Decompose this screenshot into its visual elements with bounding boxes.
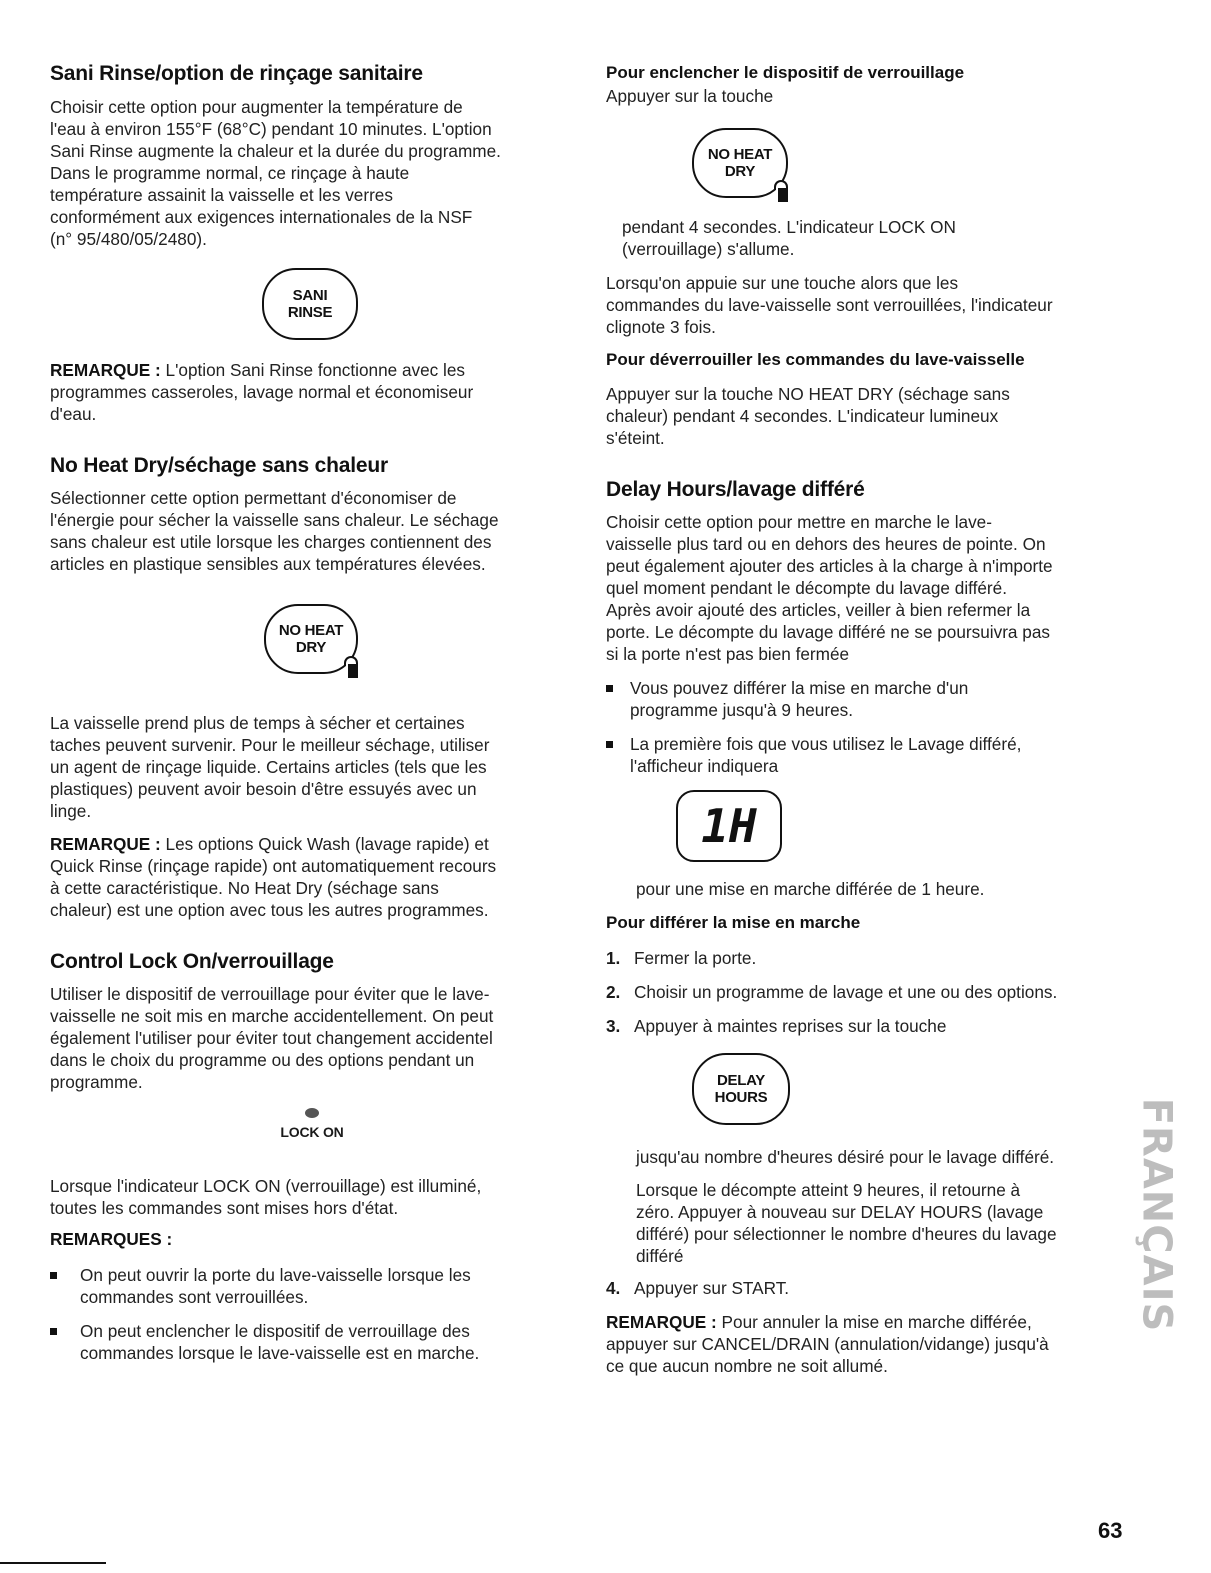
text-line: Pour annuler la mise en marche différée, (716, 1312, 1032, 1332)
engage-lock-blink-note (606, 272, 1053, 338)
text-line: également l'utiliser pour éviter tout changement accidentel (50, 1028, 493, 1048)
bullet-icon (606, 741, 613, 748)
list-item (606, 677, 1136, 723)
text-line: clignote 3 fois. (606, 317, 716, 337)
text-line: Sélectionner cette option permettant d'économiser de (50, 488, 457, 508)
text-line: sans chaleur est utile lorsque les charges contiennent des (50, 532, 492, 552)
language-label: FRANÇAIS (1133, 1097, 1179, 1333)
text-line: Sani Rinse augmente la chaleur et la durée du programme. (50, 141, 501, 161)
indicator-light-icon (305, 1108, 319, 1118)
text-line: s'éteint. (606, 428, 665, 448)
text-line: pendant 4 secondes. L'indicateur LOCK ON (622, 217, 956, 237)
list-item (50, 1264, 570, 1310)
text-line: conformément aux exigences internationales de la NSF (50, 207, 473, 227)
text-line: l'énergie pour sécher la vaisselle sans chaleur. Le séchage (50, 510, 499, 530)
text-line: quel moment pendant le décompte du lavage différé. (606, 578, 1007, 598)
text-line: dans le choix du programme ou des options pendant un (50, 1050, 475, 1070)
delay-hours-paragraph (606, 511, 1053, 665)
note-label: REMARQUE : (50, 834, 161, 854)
step-number: 3. (606, 1016, 621, 1036)
text-line: Fermer la porte. (634, 948, 757, 968)
list-item (606, 1015, 1136, 1037)
text-line: commandes lorsque le lave-vaisselle est en marche. (80, 1343, 480, 1363)
bottom-rule (0, 1562, 106, 1564)
text-line: porte. Le décompte du lavage différé ne se poursuivra pas (606, 622, 1050, 642)
note-label: REMARQUES : (50, 1229, 173, 1249)
text-line: chaleur) pendant 4 secondes. L'indicateur lumineux (606, 406, 999, 426)
text-line: différé) pour sélectionner le nombre d'heures du lavage (636, 1224, 1057, 1244)
text-line: ce que aucun nombre ne soit allumé. (606, 1356, 888, 1376)
text-line: Choisir cette option pour mettre en marche le lave- (606, 512, 992, 532)
no-heat-dry-note (50, 833, 496, 921)
no-heat-dry-paragraph-2 (50, 712, 489, 822)
remarques-label (50, 1229, 172, 1250)
text-line: peut également ajouter des articles à la charge à n'importe (606, 556, 1053, 576)
text-line: d'eau. (50, 404, 97, 424)
text-line: un agent de rinçage liquide. Certains articles (tels que les (50, 757, 487, 777)
engage-lock-subheading: Pour enclencher le dispositif de verrouillage (606, 63, 965, 82)
text-line: On peut ouvrir la porte du lave-vaisselle lorsque les (80, 1265, 471, 1285)
text-line: commandes sont verrouillées. (80, 1287, 309, 1307)
button-label: HOURS (714, 1089, 768, 1106)
text-line: commandes du lave-vaisselle sont verrouillées, l'indicateur (606, 295, 1053, 315)
unlock-subheading: Pour déverrouiller les commandes du lave-vaisselle (606, 350, 1025, 369)
control-lock-paragraph-2 (50, 1175, 481, 1219)
button-label: SANI (292, 287, 328, 304)
text-line: à cette caractéristique. No Heat Dry (séchage sans (50, 878, 439, 898)
unlock-paragraph (606, 383, 1010, 449)
text-line: Utiliser le dispositif de verrouillage pour éviter que le lave- (50, 984, 490, 1004)
text-line: Les options Quick Wash (lavage rapide) et (160, 834, 489, 854)
note-label: REMARQUE : (50, 360, 161, 380)
text-line: Lorsque l'indicateur LOCK ON (verrouillage) est illuminé, (50, 1176, 482, 1196)
text-line: (n° 95/480/05/2480). (50, 229, 207, 249)
delay-hours-note (606, 1311, 1049, 1377)
display-readout: 1H (701, 799, 757, 853)
text-line: La première fois que vous utilisez le Lavage différé, (630, 734, 1022, 754)
button-label: NO HEAT (278, 622, 344, 639)
text-line: Choisir cette option pour augmenter la température de (50, 97, 463, 117)
step3-result: jusqu'au nombre d'heures désiré pour le lavage différé. (636, 1147, 1055, 1167)
text-line: différé (636, 1246, 684, 1266)
text-line: zéro. Appuyer à nouveau sur DELAY HOURS (lavage (636, 1202, 1044, 1222)
text-line: si la porte n'est pas bien fermée (606, 644, 850, 664)
text-line: Quick Rinse (rinçage rapide) ont automatiquement recours (50, 856, 497, 876)
text-line: Lorsqu'on appuie sur une touche alors que les (606, 273, 959, 293)
text-line: articles en plastique sensibles aux températures élevées. (50, 554, 486, 574)
text-line: température assainit la vaisselle et les verres (50, 185, 393, 205)
delay-display-illustration (676, 790, 782, 862)
no-heat-dry-button-illustration (264, 604, 358, 674)
text-line: programme. (50, 1072, 143, 1092)
step-number: 2. (606, 982, 621, 1002)
text-line: taches peuvent survenir. Pour le meilleur séchage, utiliser (50, 735, 490, 755)
text-line: Lorsque le décompte atteint 9 heures, il retourne à (636, 1180, 1021, 1200)
button-label: NO HEAT (707, 146, 773, 163)
text-line: Appuyer à maintes reprises sur la touche (634, 1016, 947, 1036)
lock-icon-body (348, 664, 358, 678)
page-number: 63 (1098, 1518, 1123, 1543)
text-line: programmes casseroles, lavage normal et économiseur (50, 382, 474, 402)
text-line: L'option Sani Rinse fonctionne avec les (160, 360, 466, 380)
display-explanation: pour une mise en marche différée de 1 heure. (636, 879, 985, 899)
list-item (50, 1320, 570, 1366)
text-line: Vous pouvez différer la mise en marche d'un (630, 678, 969, 698)
button-label: DRY (295, 639, 327, 656)
text-line: chaleur) est une option avec tous les autres programmes. (50, 900, 489, 920)
button-label: DELAY (717, 1072, 765, 1089)
sani-rinse-paragraph (50, 96, 501, 250)
text-line: Choisir un programme de lavage et une ou des options. (634, 982, 1058, 1002)
text-line: toutes les commandes sont mises hors d'état. (50, 1198, 399, 1218)
text-line: plastiques) peuvent avoir besoin d'être essuyés avec un (50, 779, 477, 799)
list-item (606, 981, 1136, 1003)
text-line: (verrouillage) s'allume. (622, 239, 795, 259)
text-line: vaisselle ne soit mis en marche accidentellement. On peut (50, 1006, 494, 1026)
list-item (606, 1277, 1136, 1299)
text-line: linge. (50, 801, 92, 821)
step-number: 1. (606, 948, 621, 968)
text-line: programme jusqu'à 9 heures. (630, 700, 854, 720)
sani-rinse-button-illustration (262, 268, 358, 340)
sani-rinse-note (50, 359, 473, 425)
lock-icon-body (778, 188, 788, 202)
delay-hours-heading: Delay Hours/lavage différé (606, 478, 865, 501)
text-line: vaisselle plus tard ou en dehors des heures de pointe. On (606, 534, 1046, 554)
language-side-tab (1131, 1078, 1181, 1352)
text-line: l'afficheur indiquera (630, 756, 779, 776)
text-line: Après avoir ajouté des articles, veiller à bien refermer la (606, 600, 1031, 620)
text-line: La vaisselle prend plus de temps à sécher et certaines (50, 713, 465, 733)
delay-hours-button-illustration (692, 1053, 790, 1125)
step-number: 4. (606, 1278, 621, 1298)
lock-on-indicator (272, 1108, 352, 1140)
sani-rinse-heading: Sani Rinse/option de rinçage sanitaire (50, 62, 423, 85)
delay-steps-subheading: Pour différer la mise en marche (606, 913, 861, 932)
step3-detail (636, 1179, 1057, 1267)
button-label: DRY (724, 163, 756, 180)
bullet-icon (50, 1328, 57, 1335)
control-lock-paragraph (50, 983, 493, 1093)
no-heat-dry-button-illustration (692, 128, 788, 198)
engage-lock-instruction: Appuyer sur la touche (606, 86, 774, 106)
list-item (606, 733, 1136, 779)
list-item (606, 947, 1136, 969)
text-line: l'eau à environ 155°F (68°C) pendant 10 minutes. L'option (50, 119, 492, 139)
engage-lock-result (622, 216, 956, 260)
text-line: On peut enclencher le dispositif de verrouillage des (80, 1321, 470, 1341)
control-lock-heading: Control Lock On/verrouillage (50, 950, 334, 973)
text-line: Appuyer sur START. (634, 1278, 790, 1298)
no-heat-dry-heading: No Heat Dry/séchage sans chaleur (50, 454, 388, 477)
indicator-label: LOCK ON (280, 1124, 344, 1140)
text-line: Appuyer sur la touche NO HEAT DRY (séchage sans (606, 384, 1010, 404)
note-label: REMARQUE : (606, 1312, 717, 1332)
button-label: RINSE (287, 304, 333, 321)
no-heat-dry-paragraph (50, 487, 499, 575)
bullet-icon (50, 1272, 57, 1279)
bullet-icon (606, 685, 613, 692)
text-line: Dans le programme normal, ce rinçage à haute (50, 163, 410, 183)
text-line: appuyer sur CANCEL/DRAIN (annulation/vidange) jusqu'à (606, 1334, 1049, 1354)
